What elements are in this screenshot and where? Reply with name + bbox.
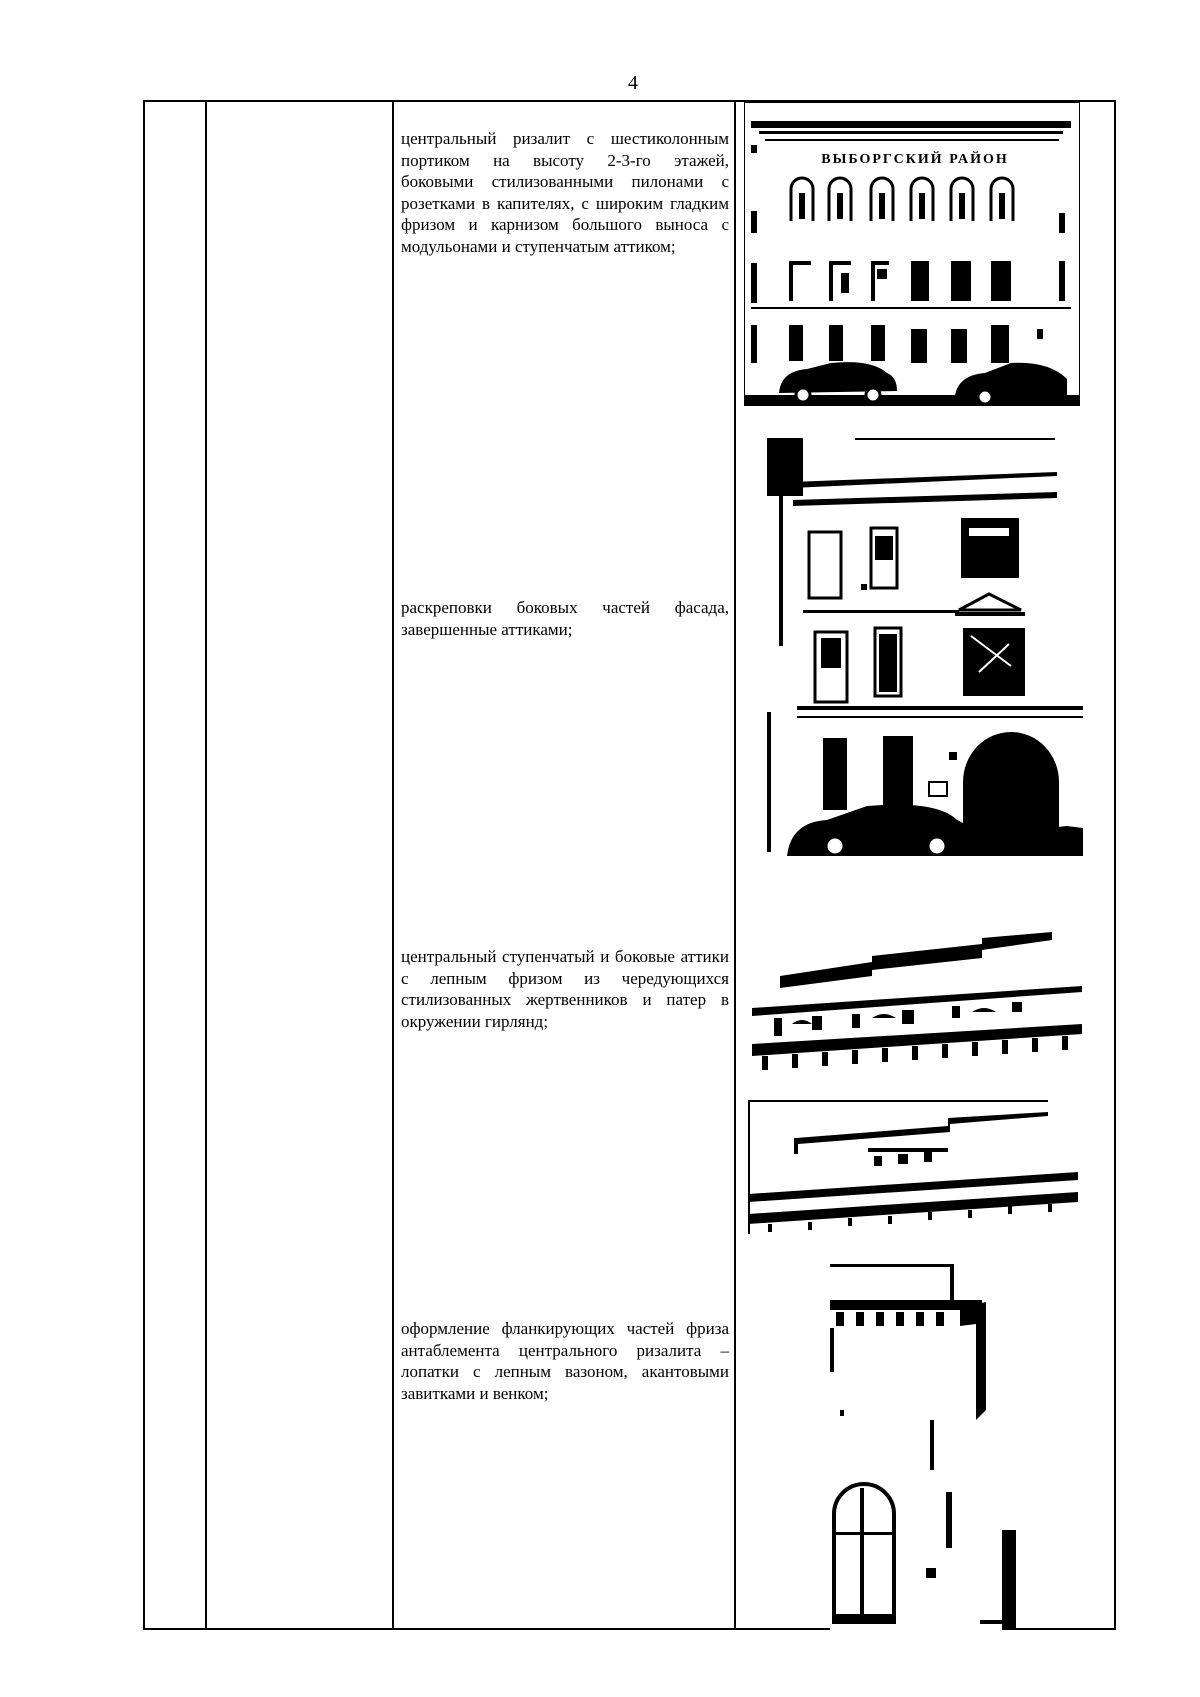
- description-frieze-pilasters: оформление фланкирующих частей фриза антаблемента центрального ризалита – лопатки с лепным вазоном, акантовыми завитками и венком;: [401, 1319, 729, 1403]
- column-divider-1: [205, 102, 207, 1628]
- description-attics-frieze: центральный ступенчатый и боковые аттики с лепным фризом из чередующихся стилизованных жертвенников и патер в окружении гирлянд;: [401, 947, 729, 1031]
- side-attic-photo: [748, 1098, 1078, 1234]
- description-side-projections: раскреповки боковых частей фасада, завершенные аттиками;: [401, 598, 729, 639]
- column-divider-2: [392, 102, 394, 1628]
- facade-sign: ВЫБОРГСКИЙ РАЙОН: [821, 152, 1009, 167]
- page-number: 4: [628, 72, 638, 94]
- description-central-risalit: центральный ризалит с шестиколонным портиком на высоту 2-3-го этажей, боковыми стилизованными пилонами с розетками в капителях, с широким гладким фризом и карнизом большого выноса с модульонами и ступенчатым аттиком;: [401, 129, 729, 256]
- side-projection-photo: [767, 436, 1083, 856]
- facade-photo: [744, 102, 1080, 406]
- frieze-pilaster-photo: [830, 1264, 1016, 1630]
- attic-frieze-photo: [752, 932, 1082, 1072]
- column-divider-3: [734, 102, 736, 1628]
